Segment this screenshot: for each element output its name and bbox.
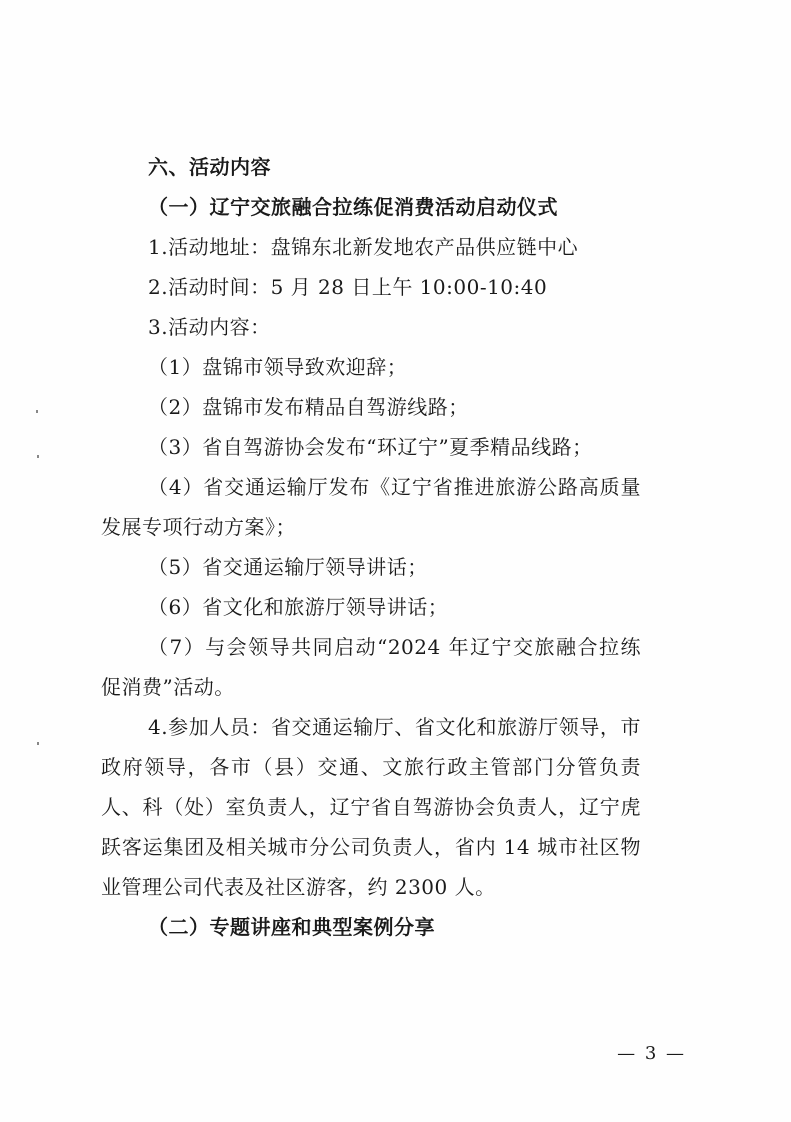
agenda-item-6: （6）省文化和旅游厅领导讲话； bbox=[148, 595, 449, 619]
paragraph-participants: 4.参加人员：省交通运输厅、省文化和旅游厅领导，市政府领导，各市（县）交通、文旅行政主管部门分管负责人、科（处）室负责人，辽宁省自驾游协会负责人，辽宁虎跃客运集团及相关城市分公司负责人，省内 14 城市社区物业管理公司代表及社区游客，约 2300 人。 bbox=[101, 715, 641, 899]
subsection-title-2: （二）专题讲座和典型案例分享 bbox=[148, 915, 435, 939]
agenda-item-3: （3）省自驾游协会发布“环辽宁”夏季精品线路； bbox=[148, 435, 593, 459]
agenda-item-2: （2）盘锦市发布精品自驾游线路； bbox=[148, 395, 469, 419]
agenda-item-1: （1）盘锦市领导致欢迎辞； bbox=[148, 355, 408, 379]
subsection-title-1: （一）辽宁交旅融合拉练促消费活动启动仪式 bbox=[148, 195, 558, 219]
section-title: 六、活动内容 bbox=[148, 155, 271, 179]
paragraph-location: 1.活动地址：盘锦东北新发地农产品供应链中心 bbox=[148, 235, 579, 259]
scan-speck bbox=[36, 410, 38, 413]
agenda-item-4: （4）省交通运输厅发布《辽宁省推进旅游公路高质量发展专项行动方案》； bbox=[101, 475, 641, 539]
paragraph-time: 2.活动时间：5 月 28 日上午 10:00-10:40 bbox=[148, 275, 548, 299]
agenda-item-7: （7）与会领导共同启动“2024 年辽宁交旅融合拉练促消费”活动。 bbox=[101, 635, 641, 699]
scan-speck bbox=[37, 742, 39, 745]
document-body bbox=[101, 147, 693, 947]
page-number: — 3 — bbox=[617, 1043, 686, 1064]
scan-speck bbox=[37, 455, 39, 458]
agenda-item-5: （5）省交通运输厅领导讲话； bbox=[148, 555, 428, 579]
paragraph-content-label: 3.活动内容： bbox=[148, 315, 271, 339]
